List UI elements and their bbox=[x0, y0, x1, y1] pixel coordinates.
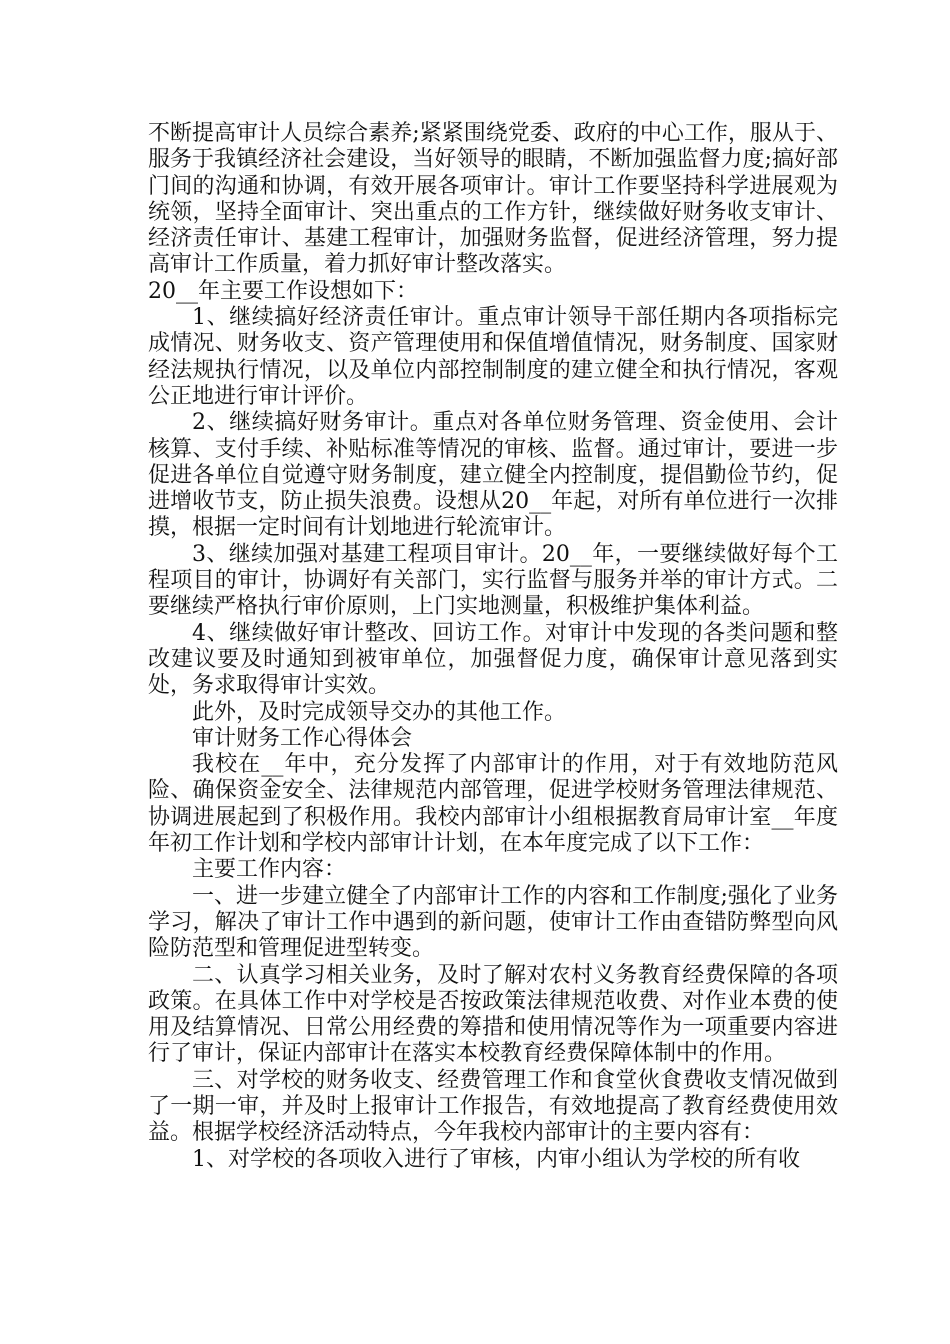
paragraph-12: 二、认真学习相关业务，及时了解对农村义务教育经费保障的各项政策。在具体工作中对学校是否按政策法律规范收费、对作业本费的使用及结算情况、日常公用经费的筹措和使用情况等作为一项重要内容进行了审计，保证内部审计在落实本校教育经费保障体制中的作用。 bbox=[148, 962, 838, 1067]
paragraph-9: 我校在__年中，充分发挥了内部审计的作用，对于有效地防范风险、确保资金安全、法律规范内部管理，促进学校财务管理法律规范、协调进展起到了积极作用。我校内部审计小组根据教育局审计室__年度年初工作计划和学校内部审计计划，在本年度完成了以下工作： bbox=[148, 752, 838, 857]
paragraph-7: 此外，及时完成领导交办的其他工作。 bbox=[192, 699, 567, 725]
paragraph-3: 1、继续搞好经济责任审计。重点审计领导干部任期内各项指标完成情况、财务收支、资产管理使用和保值增值情况，财务制度、国家财经法规执行情况，以及单位内部控制制度的建立健全和执行情况，客观公正地进行审计评价。 bbox=[148, 305, 838, 409]
paragraph-11: 一、进一步建立健全了内部审计工作的内容和工作制度;强化了业务学习，解决了审计工作中遇到的新问题，使审计工作由查错防弊型向风险防范型和管理促进型转变。 bbox=[148, 883, 838, 962]
paragraph-6: 4、继续做好审计整改、回访工作。对审计中发现的各类问题和整改建议要及时通知到被审单位，加强督促力度，确保审计意见落到实处，务求取得审计实效。 bbox=[148, 620, 838, 699]
paragraph-2: 20__年主要工作设想如下： bbox=[148, 278, 418, 304]
section-heading: 审计财务工作心得体会 bbox=[192, 725, 413, 751]
paragraph-4: 2、继续搞好财务审计。重点对各单位财务管理、资金使用、会计核算、支付手续、补贴标准等情况的审核、监督。通过审计，要进一步促进各单位自觉遵守财务制度，建立健全内控制度，提倡勤俭节约，促进增收节支，防止损失浪费。设想从20__年起，对所有单位进行一次排摸，根据一定时间有计划地进行轮流审计。 bbox=[148, 410, 838, 541]
paragraph-5: 3、继续加强对基建工程项目审计。20__年，一要继续做好每个工程项目的审计，协调好有关部门，实行监督与服务并举的审计方式。二要继续严格执行审价原则，上门实地测量，积极维护集体利益。 bbox=[148, 541, 838, 620]
paragraph-1: 不断提高审计人员综合素养;紧紧围绕党委、政府的中心工作，服从于、服务于我镇经济社会建设，当好领导的眼睛，不断加强监督力度;搞好部门间的沟通和协调，有效开展各项审计。审计工作要坚持科学进展观为统领，坚持全面审计、突出重点的工作方针，继续做好财务收支审计、经济责任审计、基建工程审计，加强财务监督，促进经济管理，努力提高审计工作质量，着力抓好审计整改落实。 bbox=[148, 121, 838, 278]
paragraph-13: 三、对学校的财务收支、经费管理工作和食堂伙食费收支情况做到了一期一审，并及时上报审计工作报告，有效地提高了教育经费使用效益。根据学校经济活动特点，今年我校内部审计的主要内容有： bbox=[148, 1067, 838, 1146]
document-body bbox=[148, 121, 838, 1173]
paragraph-10: 主要工作内容： bbox=[192, 857, 347, 883]
paragraph-14: 1、对学校的各项收入进行了审核，内审小组认为学校的所有收 bbox=[192, 1146, 800, 1172]
